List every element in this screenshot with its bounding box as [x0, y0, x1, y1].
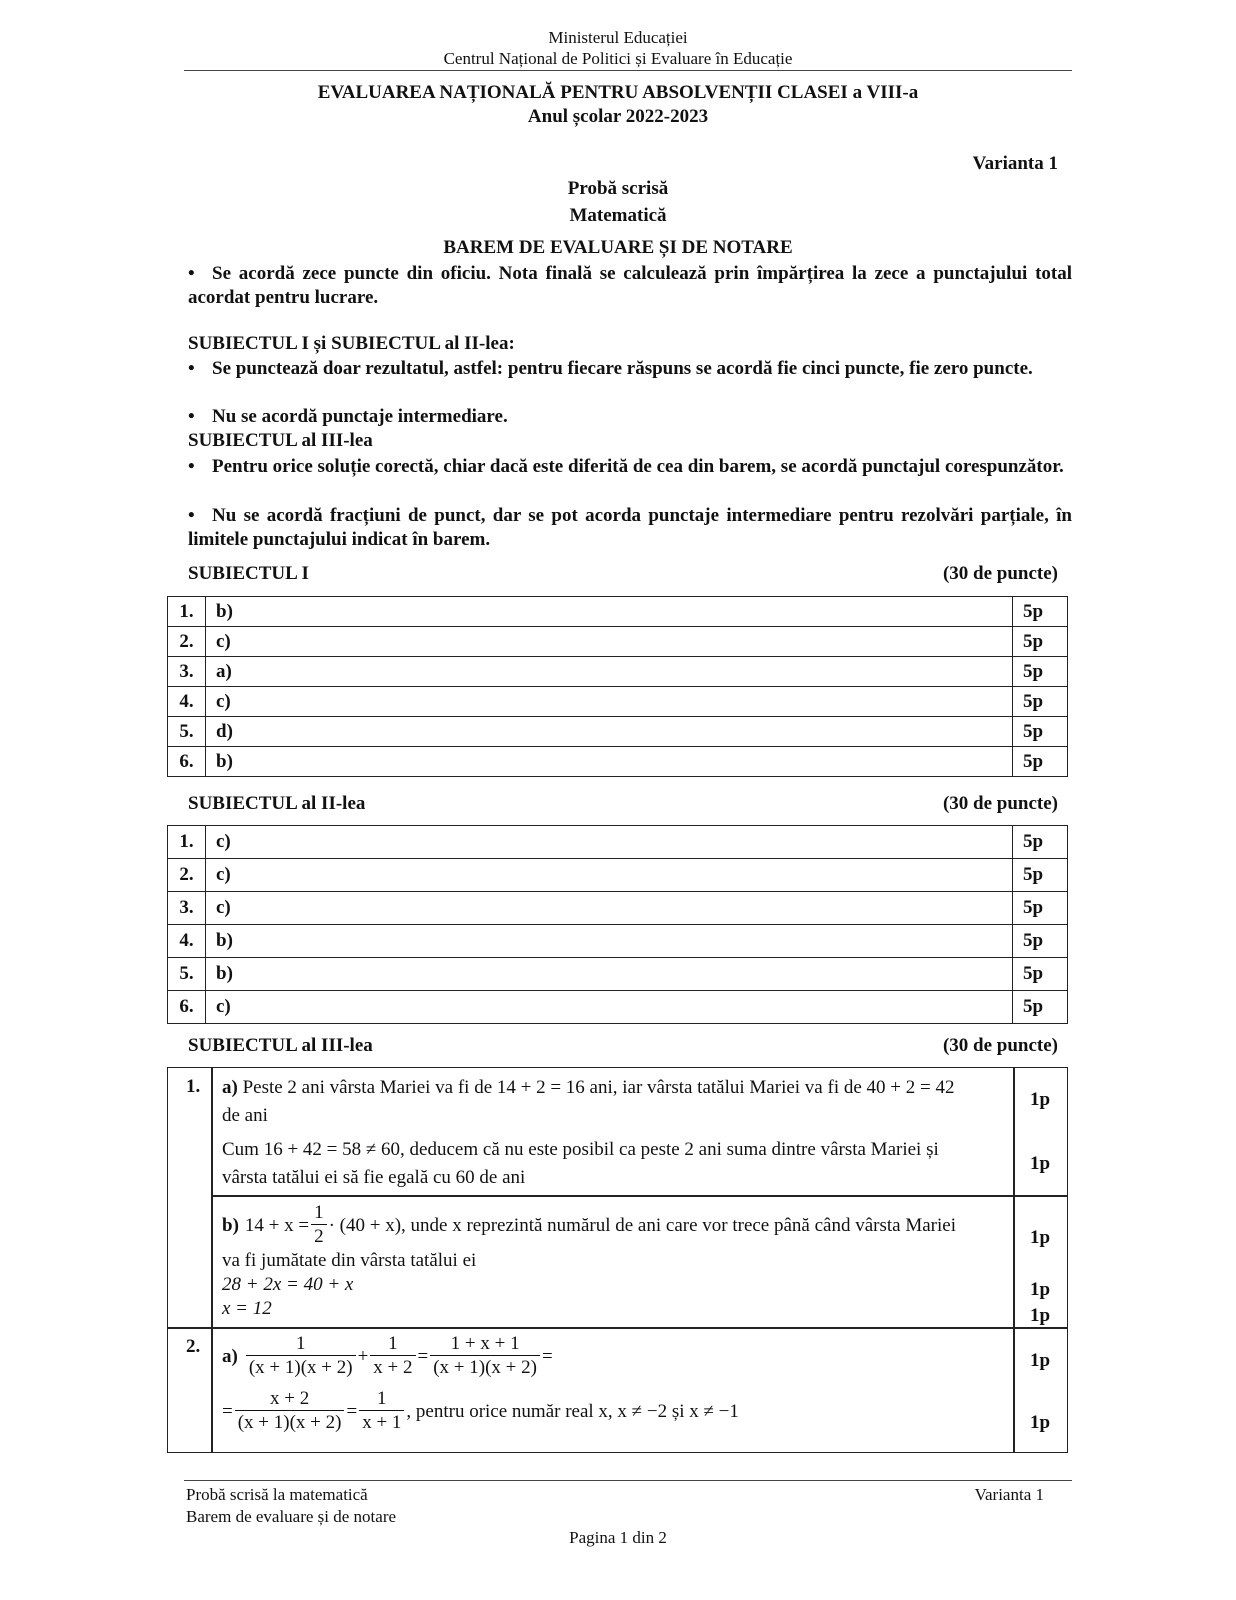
s3-problem-1-number: 1. [186, 1076, 201, 1097]
answer-row [168, 747, 1068, 777]
item-answer: b) [206, 597, 1013, 627]
s3-pts-3: 1p [1030, 1227, 1051, 1248]
item-number: 2. [168, 859, 206, 892]
school-year: Anul școlar 2022-2023 [527, 106, 709, 127]
subiect2-title: SUBIECTUL al II-lea [188, 793, 366, 814]
item-points: 5p [1013, 958, 1068, 991]
item-points: 5p [1013, 747, 1068, 777]
subiect1-table [167, 596, 1068, 777]
barem-title: BAREM DE EVALUARE ȘI DE NOTARE [443, 237, 793, 258]
subiect1-points: (30 de puncte) [942, 563, 1058, 584]
item-answer: c) [206, 859, 1013, 892]
s3-pts-2: 1p [1030, 1153, 1051, 1174]
s3-pts-1: 1p [1030, 1089, 1051, 1110]
subject-name: Matematică [569, 205, 667, 226]
item-answer: a) [206, 657, 1013, 687]
item-number: 4. [168, 925, 206, 958]
item-number: 1. [168, 597, 206, 627]
footer-divider [184, 1480, 1072, 1481]
footer-left-1: Probă scrisă la matematică [186, 1485, 368, 1504]
answer-row [168, 958, 1068, 991]
header-divider [184, 70, 1072, 71]
s3-col-divider [211, 1067, 213, 1453]
item-number: 1. [168, 826, 206, 859]
item-number: 3. [168, 657, 206, 687]
answer-row [168, 859, 1068, 892]
item-number: 5. [168, 717, 206, 747]
item-number: 6. [168, 747, 206, 777]
item-number: 6. [168, 991, 206, 1024]
item-number: 4. [168, 687, 206, 717]
item-answer: c) [206, 826, 1013, 859]
item-points: 5p [1013, 892, 1068, 925]
s3-pts-7: 1p [1030, 1412, 1051, 1433]
page-number: Pagina 1 din 2 [569, 1528, 667, 1547]
subiect1-title: SUBIECTUL I [188, 563, 309, 584]
probe-type: Probă scrisă [567, 178, 669, 199]
s3-rule-1: • Pentru orice soluție corectă, chiar dacă este diferită de cea din barem, se acordă punctajul corespunzător. [188, 455, 1072, 479]
answer-row [168, 657, 1068, 687]
answer-row [168, 627, 1068, 657]
item-points: 5p [1013, 991, 1068, 1024]
answer-row [168, 597, 1068, 627]
s3-row-divider-1b [211, 1195, 1067, 1197]
answer-row [168, 826, 1068, 859]
ministry-name: Ministerul Educației [548, 28, 688, 47]
item-points: 5p [1013, 717, 1068, 747]
s12-rule-2: • Nu se acordă punctaje intermediare. [188, 405, 1072, 429]
s3-rules-title: SUBIECTUL al III-lea [188, 430, 373, 451]
s12-rule-1: • Se punctează doar rezultatul, astfel: pentru fiecare răspuns se acordă fie cinci puncte, fie zero puncte. [188, 357, 1072, 381]
general-rule: • Se acordă zece puncte din oficiu. Nota finală se calculează prin împărțirea la zece a punctajului total acordat pentru lucrare. [188, 262, 1072, 310]
item-number: 5. [168, 958, 206, 991]
item-points: 5p [1013, 687, 1068, 717]
variant-label: Varianta 1 [972, 153, 1058, 174]
s3-pts-4: 1p [1030, 1279, 1051, 1300]
item-points: 5p [1013, 859, 1068, 892]
s3-row-divider-2 [167, 1327, 1067, 1329]
item-answer: b) [206, 925, 1013, 958]
s3-pts-divider [1013, 1067, 1015, 1453]
s3-p1a-text-2: Cum 16 + 42 = 58 ≠ 60, deducem că nu este posibil ca peste 2 ani suma dintre vârsta Mariei și vârsta tatălui ei să fie egală cu 60 de ani [222, 1139, 939, 1188]
item-number: 3. [168, 892, 206, 925]
item-points: 5p [1013, 627, 1068, 657]
item-answer: b) [206, 958, 1013, 991]
subiect3-title: SUBIECTUL al III-lea [188, 1035, 373, 1056]
answer-row [168, 687, 1068, 717]
s3-p1a-text: a) Peste 2 ani vârsta Mariei va fi de 14 + 2 = 16 ani, iar vârsta tatălui Mariei va fi de 40 + 2 = 42 de ani [222, 1077, 955, 1126]
s3-p1b-text: b) 14 + x = $\frac{1}{2}$ · (40 + x), unde x reprezintă numărul de ani care vor trece până când vârsta Mariei va fi jumătate din vârsta tatălui ei 28 + 2x = 40 + x x = 12 [222, 1202, 956, 1319]
answer-row [168, 892, 1068, 925]
s3-pts-6: 1p [1030, 1350, 1051, 1371]
s3-rule-2: • Nu se acordă fracțiuni de punct, dar se pot acorda punctaje intermediare pentru rezolvări parțiale, în limitele punctajului indicat în barem. [188, 504, 1072, 552]
s3-pts-5: 1p [1030, 1305, 1051, 1326]
answer-row [168, 991, 1068, 1024]
item-answer: d) [206, 717, 1013, 747]
exam-title: EVALUAREA NAȚIONALĂ PENTRU ABSOLVENȚII CLASEI a VIII-a [317, 82, 919, 103]
subiect3-points: (30 de puncte) [942, 1035, 1058, 1056]
s12-rules-title: SUBIECTUL I și SUBIECTUL al II-lea: [188, 333, 515, 354]
center-name: Centrul Național de Politici și Evaluare în Educație [443, 49, 793, 68]
s3-p2a-text: a) $\frac{1}{(x + 1)(x + 2)}$ + $\frac{1}{x + 2}$ = $\frac{1 + x + 1}{(x + 1)(x + 2)}$ = = $\frac{x + 2}{(x + 1)(x + 2)}$ = $\frac{1}{x + 1}$ , pentru orice număr real x, x ≠ −2 și x ≠ −1 [222, 1333, 739, 1433]
item-answer: c) [206, 687, 1013, 717]
answer-row [168, 717, 1068, 747]
item-answer: c) [206, 991, 1013, 1024]
item-answer: c) [206, 627, 1013, 657]
subiect2-table [167, 825, 1068, 1024]
subiect2-points: (30 de puncte) [942, 793, 1058, 814]
footer-left-2: Barem de evaluare și de notare [186, 1507, 397, 1526]
item-points: 5p [1013, 597, 1068, 627]
item-number: 2. [168, 627, 206, 657]
item-points: 5p [1013, 925, 1068, 958]
item-points: 5p [1013, 826, 1068, 859]
item-answer: b) [206, 747, 1013, 777]
item-points: 5p [1013, 657, 1068, 687]
footer-variant: Varianta 1 [974, 1485, 1044, 1504]
item-answer: c) [206, 892, 1013, 925]
answer-row [168, 925, 1068, 958]
s3-problem-2-number: 2. [186, 1336, 201, 1357]
